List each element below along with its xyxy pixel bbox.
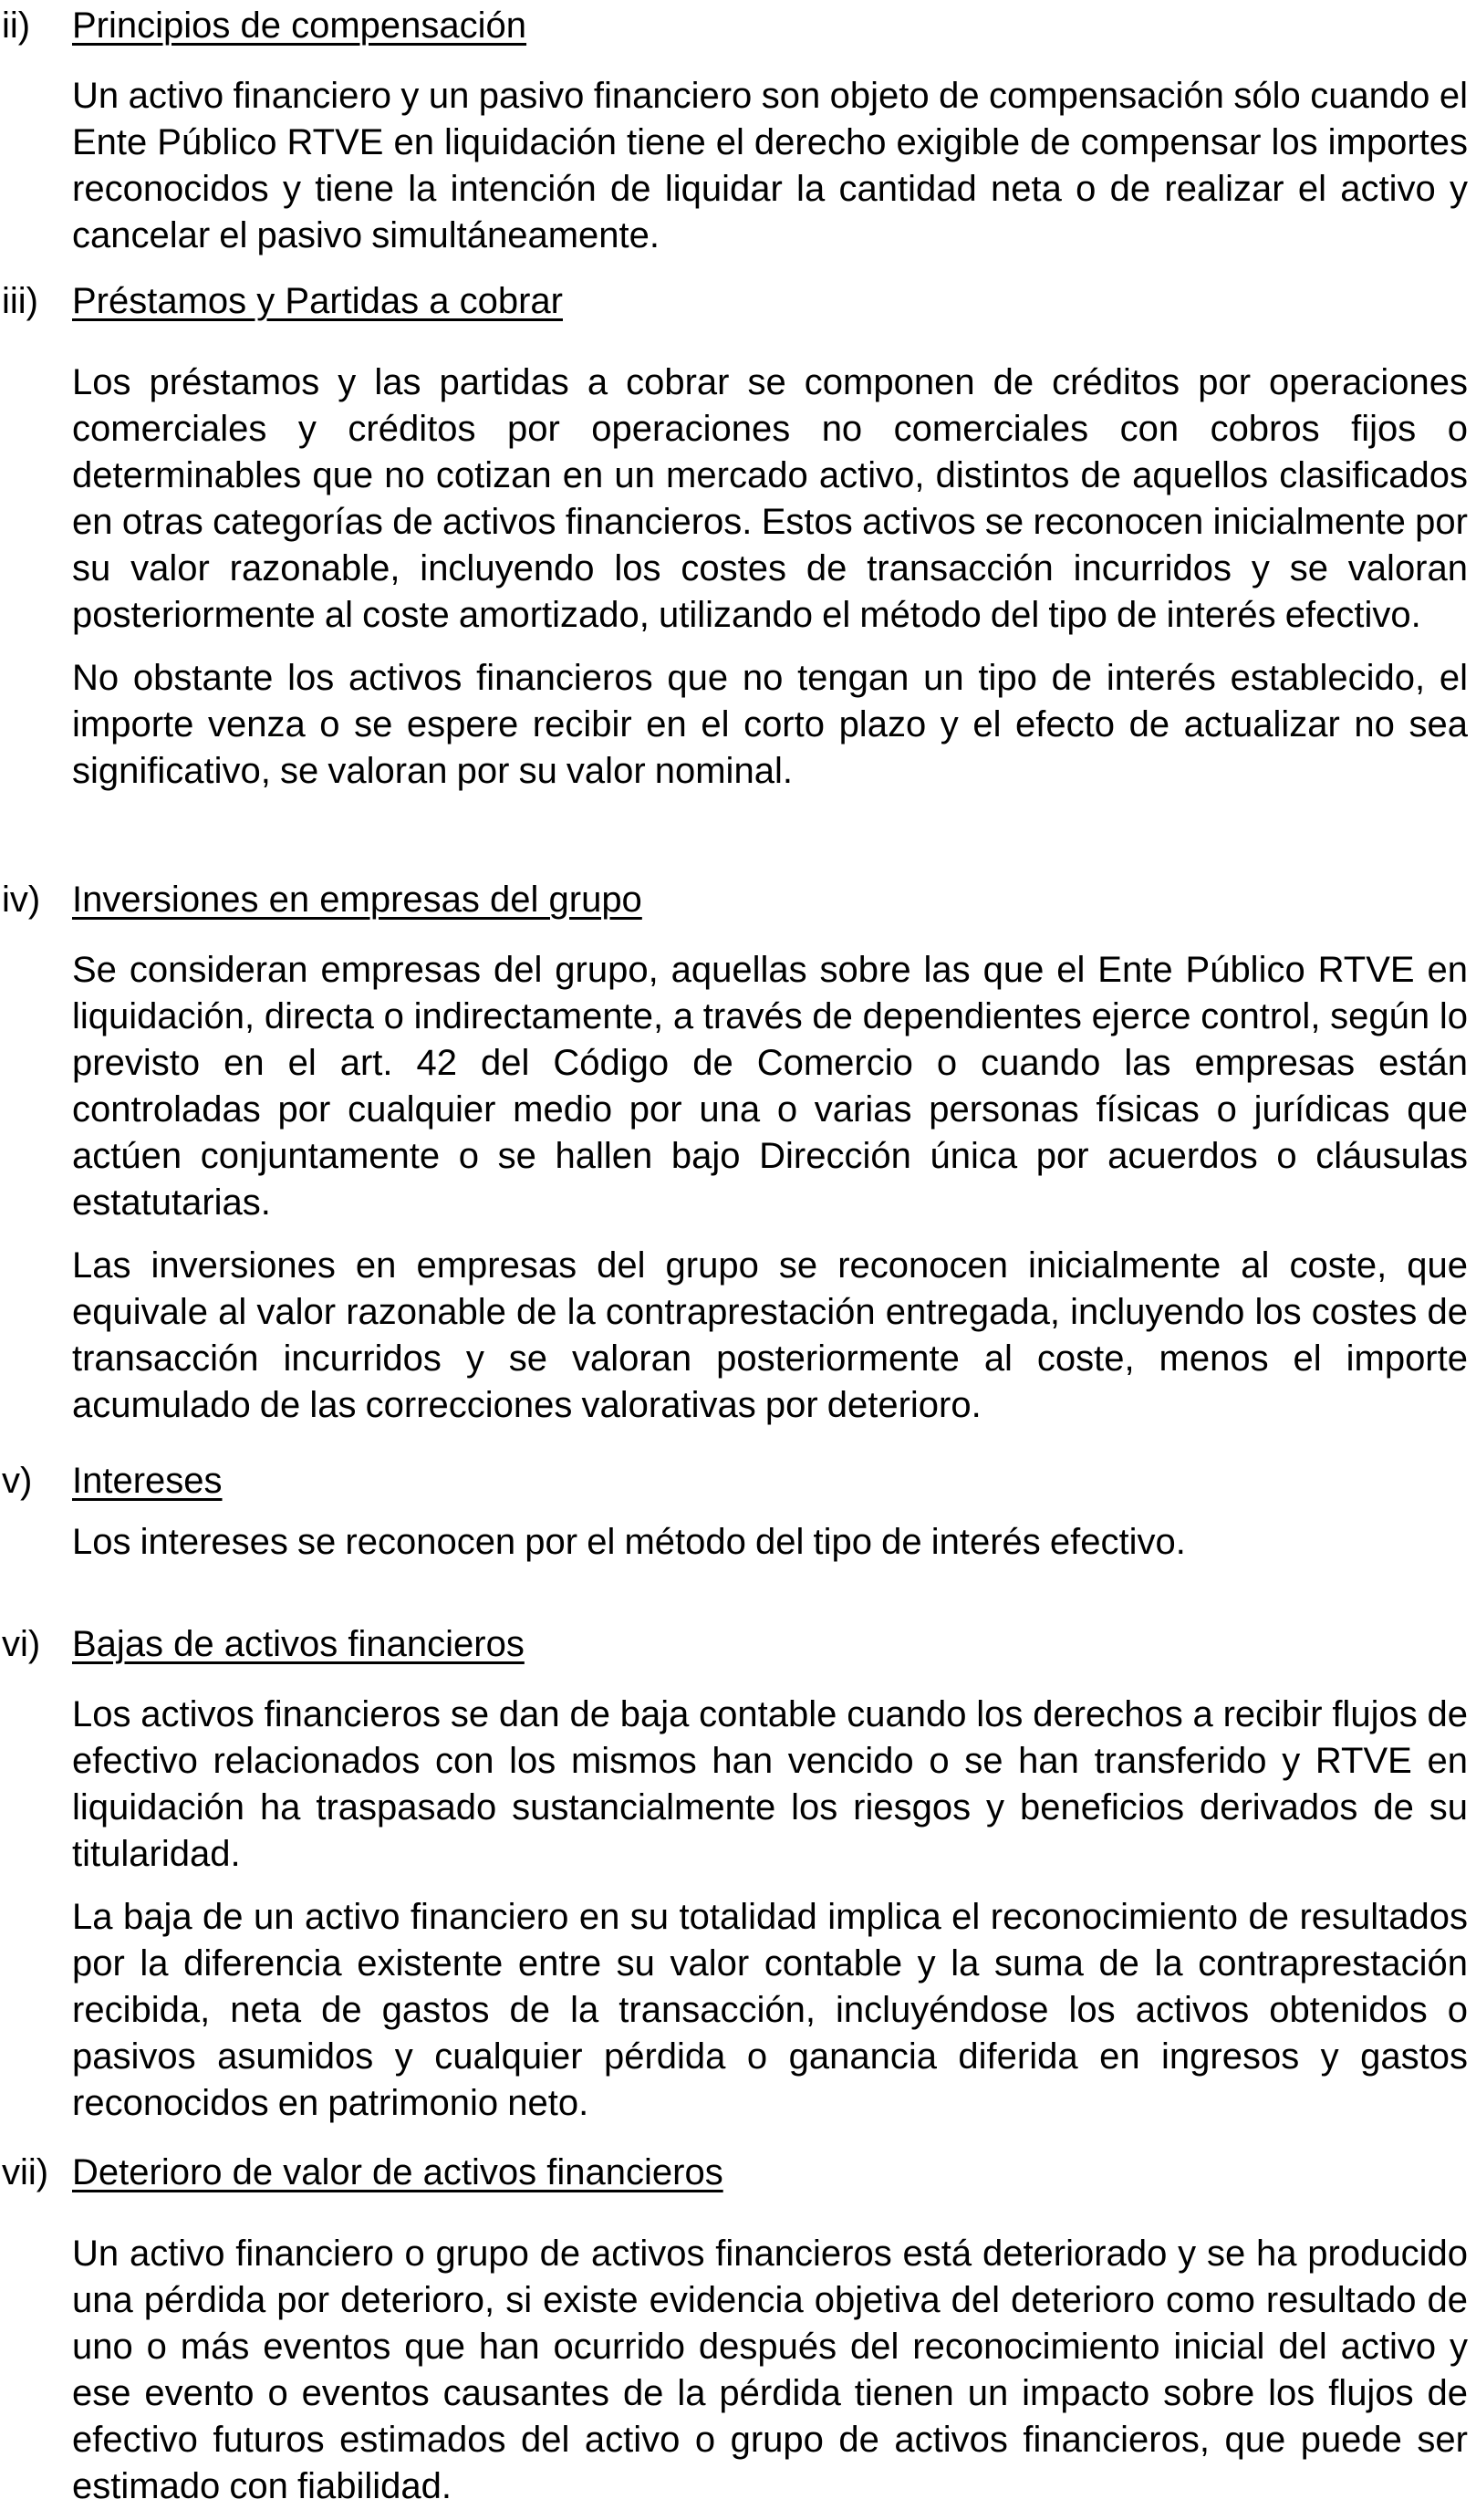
paragraph: Las inversiones en empresas del grupo se reconocen inicialmente al coste, que equivale al valor razonable de la contraprestación entregada, incluyendo los costes de transacción incurridos y se valoran posteriormente al coste, menos el importe acumulado de las correcciones valorativas por deterioro. [72,1245,1468,1425]
section-heading [0,2,1476,49]
section-bajas-activos [0,1620,1476,2127]
section-numeral: iii) [2,281,38,321]
paragraph: Se consideran empresas del grupo, aquellas sobre las que el Ente Público RTVE en liquidación, directa o indirectamente, a través de dependientes ejerce control, según lo previsto en el art. 42 del Código de Comercio o cuando las empresas están controladas por cualquier medio por una o varias personas físicas o jurídicas que actúen conjuntamente o se hallen bajo Dirección única por acuerdos o cláusulas estatutarias. [72,950,1468,1223]
paragraph: La baja de un activo financiero en su totalidad implica el reconocimiento de resultados por la diferencia existente entre su valor contable y la suma de la contraprestación recibida, neta de gastos de la transacción, incluyéndose los activos obtenidos o pasivos asumidos y cualquier pérdida o ganancia diferida en ingresos y gastos reconocidos en patrimonio neto. [72,1897,1468,2123]
paragraph: Un activo financiero o grupo de activos financieros está deteriorado y se ha producido una pérdida por deterioro, si existe evidencia objetiva del deterioro como resultado de uno o más eventos que han ocurrido después del reconocimiento inicial del activo y ese evento o eventos causantes de la pérdida tienen un impacto sobre los flujos de efectivo futuros estimados del activo o grupo de activos financieros, que puede ser estimado con fiabilidad. [72,2234,1468,2506]
section-heading [0,876,1476,923]
section-prestamos-partidas [0,277,1476,795]
section-numeral: vii) [2,2152,49,2192]
section-intereses [0,1457,1476,1566]
section-numeral: vi) [2,1624,41,1664]
section-title: Bajas de activos financieros [72,1624,525,1664]
section-title: Principios de compensación [72,5,527,46]
section-principios-compensacion [0,2,1476,259]
section-numeral: iv) [2,880,41,920]
section-deterioro-valor [0,2149,1476,2510]
section-heading [0,1620,1476,1668]
paragraph: Los intereses se reconocen por el método del tipo de interés efectivo. [72,1522,1186,1562]
paragraph: Los préstamos y las partidas a cobrar se componen de créditos por operaciones comerciales y créditos por operaciones no comerciales con cobros fijos o determinables que no cotizan en un mercado activo, distintos de aquellos clasificados en otras categorías de activos financieros. Estos activos se reconocen inicialmente por su valor razonable, incluyendo los costes de transacción incurridos y se valoran posteriormente al coste amortizado, utilizando el método del tipo de interés efectivo. [72,362,1468,635]
section-inversiones-grupo [0,876,1476,1429]
section-title: Préstamos y Partidas a cobrar [72,281,563,321]
section-numeral: v) [2,1461,33,1501]
paragraph: No obstante los activos financieros que no tengan un tipo de interés establecido, el importe venza o se espere recibir en el corto plazo y el efecto de actualizar no sea significativo, se valoran por su valor nominal. [72,658,1468,791]
section-numeral: ii) [2,5,31,46]
section-title: Deterioro de valor de activos financieros [72,2152,723,2192]
paragraph: Un activo financiero y un pasivo financiero son objeto de compensación sólo cuando el Ente Público RTVE en liquidación tiene el derecho exigible de compensar los importes reconocidos y tiene la intención de liquidar la cantidad neta o de realizar el activo y cancelar el pasivo simultáneamente. [72,76,1468,255]
section-title: Inversiones en empresas del grupo [72,880,642,920]
section-heading [0,2149,1476,2196]
section-heading [0,277,1476,325]
section-heading [0,1457,1476,1505]
section-title: Intereses [72,1461,223,1501]
paragraph: Los activos financieros se dan de baja contable cuando los derechos a recibir flujos de efectivo relacionados con los mismos han vencido o se han transferido y RTVE en liquidación ha traspasado sustancialmente los riesgos y beneficios derivados de su titularidad. [72,1694,1468,1874]
